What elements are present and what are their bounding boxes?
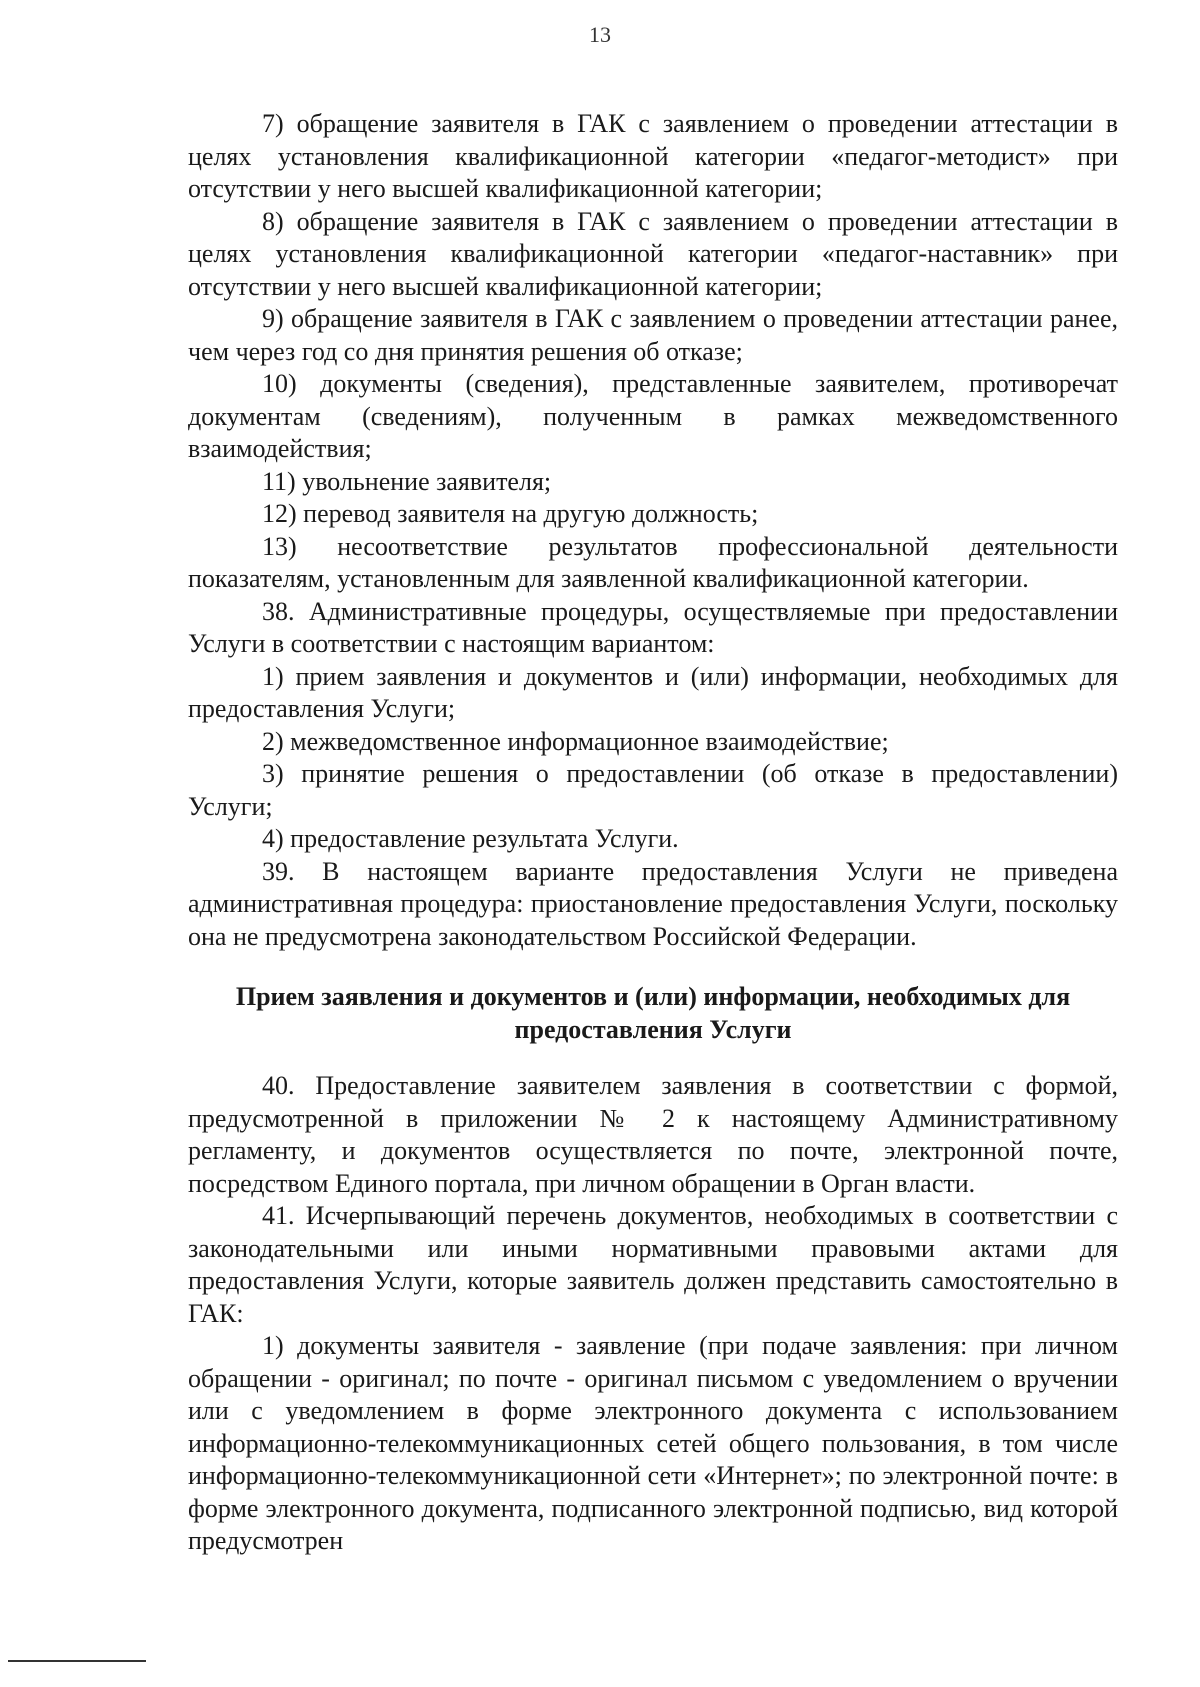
paragraph: 4) предоставление результата Услуги. — [262, 824, 679, 853]
paragraph: 39. В настоящем варианте предоставления Услуги не приведена административная процедура: приостановление предоставления Услуги, поскольку она не предусмотрена законодательством Российской Федерации. — [188, 856, 1118, 951]
paragraph: 1) документы заявителя - заявление (при подаче заявления: при личном обращении - оригинал; по почте - оригинал письмом с уведомлением о вручении или с уведомлением в форме электронного документа с использованием информационно-телекоммуникационных сетей общего пользования, в том числе информационно-телекоммуникационной сети «Интернет»; по электронной почте: в форме электронного документа, подписанного электронной подписью, вид которой предусмотрен — [188, 1331, 1118, 1555]
paragraph: 3) принятие решения о предоставлении (об отказе в предоставлении) Услуги; — [188, 759, 1118, 821]
paragraph: 41. Исчерпывающий перечень документов, необходимых в соответствии с законодательными или иными нормативными правовыми актами для предоставления Услуги, которые заявитель должен представить самостоятельно в ГАК: — [188, 1201, 1118, 1328]
paragraph: 9) обращение заявителя в ГАК с заявлением о проведении аттестации ранее, чем через год со дня принятия решения об отказе; — [188, 304, 1118, 366]
paragraph: 2) межведомственное информационное взаимодействие; — [262, 726, 889, 756]
paragraph: 11) увольнение заявителя; — [262, 466, 552, 496]
paragraph: 38. Административные процедуры, осуществляемые при предоставлении Услуги в соответствии с настоящим вариантом: — [188, 596, 1118, 658]
paragraph: 7) обращение заявителя в ГАК с заявлением о проведении аттестации в целях установления квалификационной категории «педагог-методист» при отсутствии у него высшей квалификационной категории; — [188, 109, 1118, 203]
paragraph: 12) перевод заявителя на другую должность; — [262, 499, 759, 528]
page-number: 13 — [589, 22, 611, 47]
section-heading: Прием заявления и документов и (или) информации, необходимых для предоставления Услуги — [235, 982, 1071, 1044]
footnote-rule — [8, 1660, 146, 1662]
paragraph: 40. Предоставление заявителем заявления в соответствии с формой, предусмотренной в приложении № 2 к настоящему Административному регламенту, и документов осуществляется по почте, электронной почте, посредством Единого портала, при личном обращении в Орган власти. — [188, 1071, 1118, 1198]
paragraph: 10) документы (сведения), представленные заявителем, противоречат документам (сведениям), полученным в рамках межведомственного взаимодействия; — [188, 369, 1118, 463]
document-body — [188, 108, 1118, 1558]
paragraph: 8) обращение заявителя в ГАК с заявлением о проведении аттестации в целях установления квалификационной категории «педагог-наставник» при отсутствии у него высшей квалификационной категории; — [188, 206, 1118, 301]
paragraph: 1) прием заявления и документов и (или) информации, необходимых для предоставления Услуги; — [188, 661, 1118, 723]
paragraph: 13) несоответствие результатов профессиональной деятельности показателям, установленным для заявленной квалификационной категории. — [188, 531, 1118, 593]
